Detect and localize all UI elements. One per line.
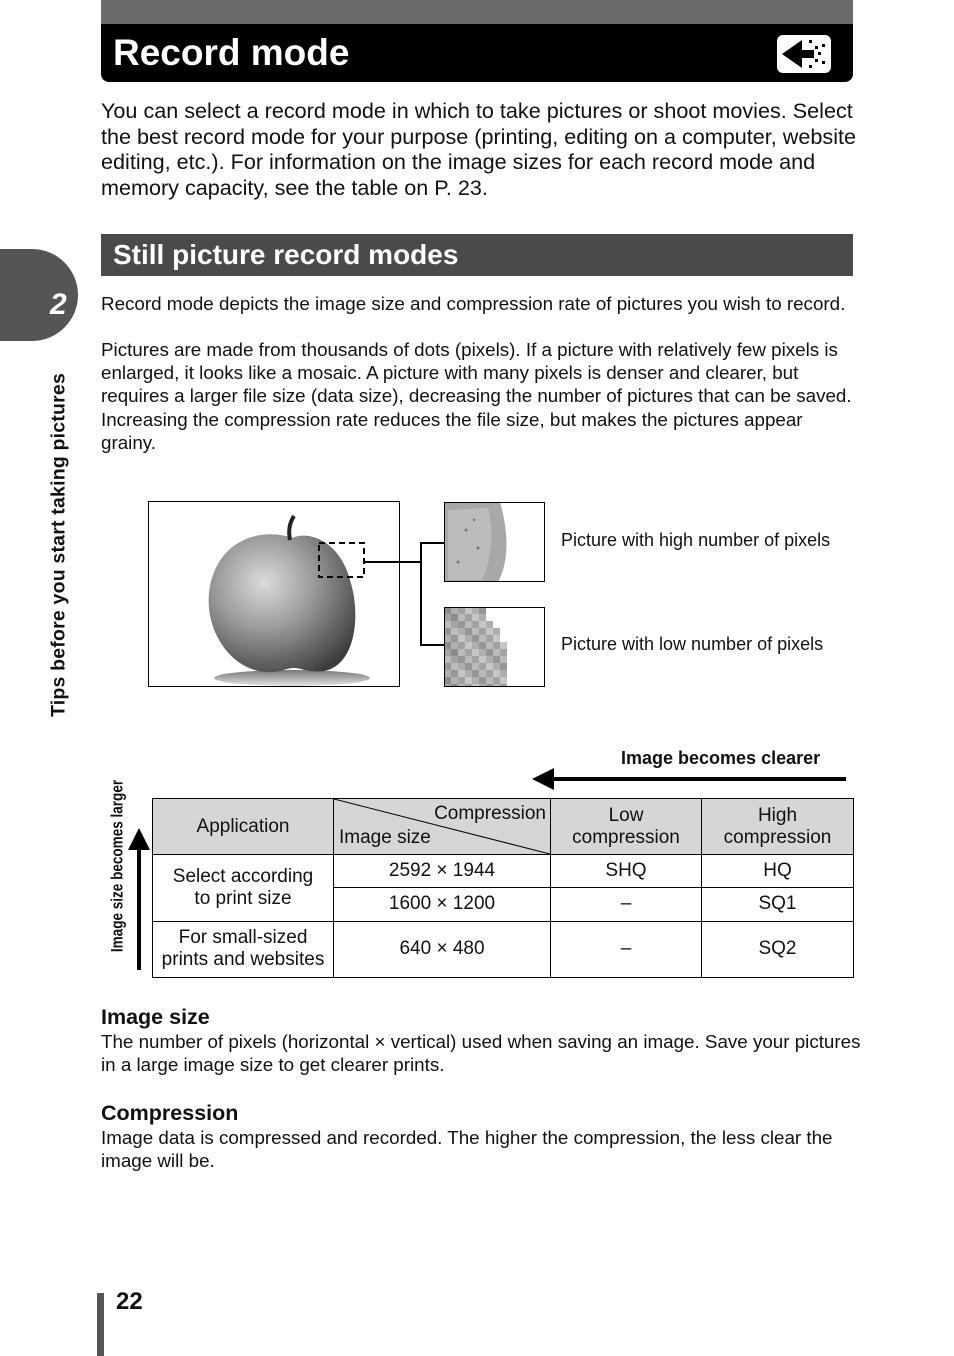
record-mode-icon [776, 34, 832, 74]
chapter-caption: Tips before you start taking pictures [47, 372, 70, 718]
cell-low: – [551, 888, 702, 921]
left-arrow-icon [530, 766, 850, 792]
cell-high: HQ [702, 855, 854, 888]
group-print-size: Select according to print size [153, 855, 334, 922]
high-pixel-picture [444, 502, 545, 582]
caption-high-pixels: Picture with high number of pixels [561, 530, 831, 550]
table-row [153, 855, 854, 888]
low-pixel-picture [444, 607, 545, 690]
page-number-rule [97, 1293, 104, 1356]
title-bar-accent [101, 0, 853, 24]
header-application: Application [153, 799, 334, 855]
image-size-heading: Image size [101, 1005, 210, 1029]
pixel-comparison-diagram [148, 500, 548, 690]
cell-size: 2592 × 1944 [334, 855, 551, 888]
section-paragraph-1: Record mode depicts the image size and compression rate of pictures you wish to record. [101, 293, 846, 314]
group-small-sized: For small-sized prints and websites [153, 921, 334, 977]
record-mode-table [152, 798, 854, 978]
compression-heading: Compression [101, 1101, 239, 1125]
larger-arrow-label: Image size becomes larger [108, 779, 127, 953]
cell-size: 1600 × 1200 [334, 888, 551, 921]
page-number: 22 [116, 1288, 143, 1315]
page-title: Record mode [113, 32, 350, 73]
compression-text: Image data is compressed and recorded. The higher the compression, the less clear the image will be. [101, 1127, 833, 1172]
intro-paragraph: You can select a record mode in which to take pictures or shoot movies. Select the best record mode for your purpose (printing, editing on a computer, website editing, etc.). For information on the image sizes for each record mode and memory capacity, see the table on P. 23. [101, 98, 857, 200]
caption-low-pixels: Picture with low number of pixels [561, 634, 824, 654]
chapter-number: 2 [50, 288, 67, 321]
section-title: Still picture record modes [113, 239, 459, 270]
cell-high: SQ1 [702, 888, 854, 921]
header-high-compression: High compression [702, 799, 854, 855]
cell-low: – [551, 921, 702, 977]
table-header-row [153, 799, 854, 855]
header-compression-image-size [334, 799, 551, 855]
cell-high: SQ2 [702, 921, 854, 977]
cell-size: 640 × 480 [334, 921, 551, 977]
table-row [153, 921, 854, 977]
header-low-compression: Low compression [551, 799, 702, 855]
clearer-arrow-label: Image becomes clearer [621, 748, 821, 768]
up-arrow-icon [126, 828, 152, 972]
header-compression: Compression [434, 803, 546, 824]
section-paragraph-2: Pictures are made from thousands of dots (pixels). If a picture with relatively few pixels is enlarged, it looks like a mosaic. A picture with many pixels is denser and clearer, but requires a larger file size (data size), decreasing the number of pictures that can be saved. Increasing the compression rate reduces the file size, but makes the pictures appear grainy. [101, 339, 852, 453]
image-size-text: The number of pixels (horizontal × vertical) used when saving an image. Save your pictures in a large image size to get clearer prints. [101, 1031, 861, 1076]
header-image-size: Image size [339, 827, 431, 848]
cell-low: SHQ [551, 855, 702, 888]
apple-photo [149, 502, 400, 687]
